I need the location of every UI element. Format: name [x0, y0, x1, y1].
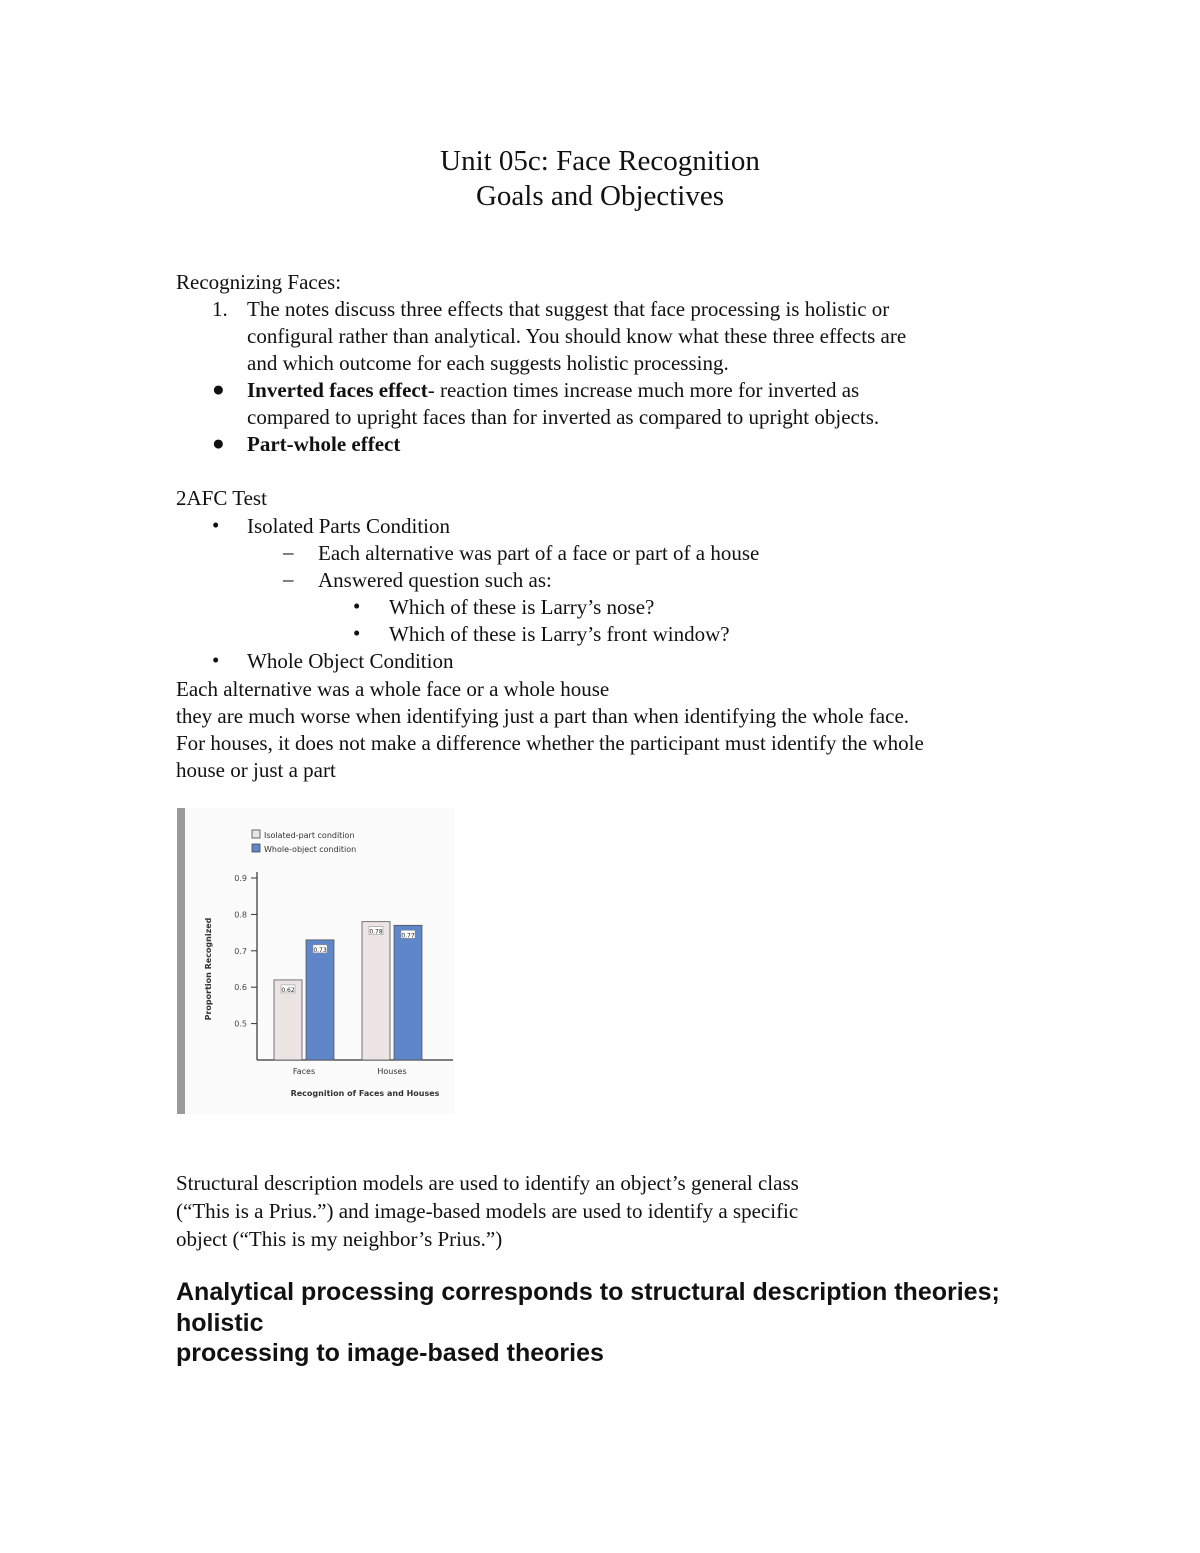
list-item: Which of these is Larry’s front window? — [389, 622, 730, 646]
y-axis-label: Proportion Recognized — [204, 917, 213, 1021]
paragraph-line: Structural description models are used to identify an object’s general class — [176, 1171, 799, 1195]
paragraph-line: they are much worse when identifying just a part than when identifying the whole face. — [176, 704, 910, 728]
bar — [362, 922, 390, 1060]
list-item: Answered question such as: — [318, 568, 552, 592]
list-item: Isolated Parts Condition — [247, 514, 450, 538]
bar-value-label: 0.73 — [313, 946, 327, 954]
bar-value-label: 0.62 — [281, 986, 295, 994]
conclusion-line: holistic — [176, 1309, 264, 1337]
bar-value-label: 0.78 — [369, 928, 383, 936]
term-label: Inverted faces effect — [247, 378, 428, 402]
list-item: Whole Object Condition — [247, 649, 454, 673]
page-title: Unit 05c: Face Recognition — [440, 145, 760, 177]
list-item: Which of these is Larry’s nose? — [389, 595, 655, 619]
inverted-faces-effect — [247, 377, 859, 404]
paragraph-line: (“This is a Prius.”) and image-based models are used to identify a specific — [176, 1199, 799, 1223]
conclusion-line: processing to image-based theories — [176, 1339, 604, 1367]
bullet-icon: • — [353, 594, 361, 618]
bar — [394, 925, 422, 1060]
term-definition: - reaction times increase much more for inverted as — [427, 378, 860, 402]
list-item-line: The notes discuss three effects that suggest that face processing is holistic or — [247, 297, 890, 321]
section-heading-2afc: 2AFC Test — [176, 486, 267, 510]
legend-swatch — [252, 844, 260, 852]
legend-label: Isolated-part condition — [264, 831, 355, 840]
x-axis-label: Recognition of Faces and Houses — [290, 1089, 440, 1098]
bar-value-label: 0.77 — [401, 932, 415, 940]
y-tick-label: 0.8 — [234, 910, 247, 920]
x-tick-label: Faces — [292, 1067, 316, 1076]
y-tick-label: 0.5 — [234, 1019, 247, 1029]
list-item: Each alternative was part of a face or part of a house — [318, 541, 760, 565]
bullet-icon: • — [212, 513, 220, 537]
bar-chart-figure — [177, 808, 455, 1114]
x-tick-label: Houses — [377, 1067, 407, 1076]
bullet-icon: • — [353, 621, 361, 645]
y-tick-label: 0.9 — [234, 874, 247, 883]
legend-swatch — [252, 830, 260, 838]
section-heading-recognizing: Recognizing Faces: — [176, 270, 342, 294]
term-definition-continued: compared to upright faces than for inverted as compared to upright objects. — [247, 405, 880, 429]
paragraph-line: For houses, it does not make a difference whether the participant must identify the whole — [176, 731, 924, 755]
bar — [306, 940, 334, 1060]
bullet-icon: ● — [212, 377, 225, 401]
bullet-icon: ● — [212, 431, 225, 455]
list-item-line: and which outcome for each suggests holistic processing. — [247, 351, 729, 375]
page-subtitle: Goals and Objectives — [475, 180, 725, 212]
dash-icon: – — [283, 567, 294, 591]
paragraph-line: Each alternative was a whole face or a whole house — [176, 677, 610, 701]
paragraph-line: house or just a part — [176, 758, 336, 782]
paragraph-line: object (“This is my neighbor’s Prius.”) — [176, 1227, 503, 1251]
dash-icon: – — [283, 540, 294, 564]
term-label: Part-whole effect — [247, 432, 401, 456]
scan-edge — [177, 808, 185, 1114]
list-item-line: configural rather than analytical. You should know what these three effects are — [247, 324, 907, 348]
y-tick-label: 0.6 — [234, 983, 247, 993]
bar-chart — [177, 808, 455, 1114]
y-tick-label: 0.7 — [234, 946, 247, 956]
legend-label: Whole-object condition — [264, 845, 357, 854]
bullet-icon: • — [212, 648, 220, 672]
part-whole-effect — [247, 431, 400, 458]
conclusion-line: Analytical processing corresponds to structural description theories; — [176, 1278, 1000, 1306]
list-number: 1. — [212, 297, 228, 321]
